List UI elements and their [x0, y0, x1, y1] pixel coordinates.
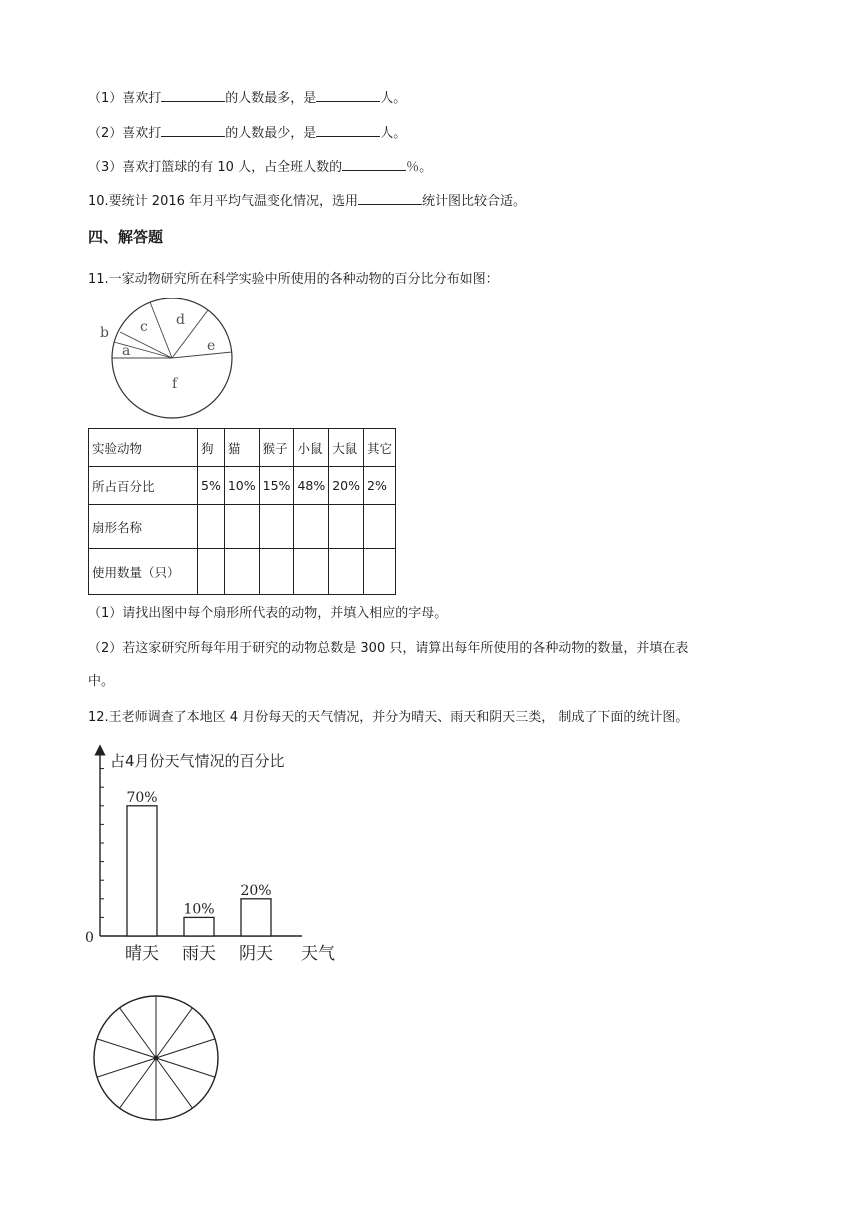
- pie-spoke: [156, 1008, 192, 1058]
- bar-value-label: 10%: [183, 901, 215, 918]
- bar-1: [127, 806, 157, 936]
- answer-cell[interactable]: [259, 505, 294, 549]
- q9-part1-suffix: 人。: [380, 91, 407, 106]
- pie-spoke: [156, 1058, 192, 1108]
- q9-part2-mid: 的人数最少，是: [225, 126, 317, 141]
- pie-spoke: [156, 1058, 215, 1077]
- category-label: 雨天: [182, 944, 216, 964]
- pie-label-a: a: [122, 343, 131, 359]
- q11-sub2-line1: （2）若这家研究所每年用于研究的动物总数是 300 只，请算出每年所使用的各种动物的数量，并填在表: [88, 641, 689, 656]
- row-header: 扇形名称: [89, 505, 198, 549]
- bar-3: [241, 899, 271, 936]
- answer-blank[interactable]: [342, 157, 406, 171]
- table-cell: 5%: [198, 467, 225, 505]
- table-cell: 48%: [294, 467, 329, 505]
- weather-bar-chart: [80, 744, 350, 970]
- answer-cell[interactable]: [198, 549, 225, 595]
- row-header: 所占百分比: [89, 467, 198, 505]
- q9-part3-suffix: ％。: [406, 160, 433, 175]
- pie-spoke: [120, 1008, 156, 1058]
- q11-pie-figure: [90, 298, 250, 422]
- pie-spoke: [120, 1058, 156, 1108]
- table-cell: 其它: [364, 429, 396, 467]
- answer-cell[interactable]: [364, 549, 396, 595]
- pie-spoke: [156, 1039, 215, 1058]
- blank-pie-circle[interactable]: [88, 990, 224, 1126]
- answer-cell[interactable]: [294, 505, 329, 549]
- q10-suffix: 统计图比较合适。: [422, 194, 527, 209]
- table-row: [89, 505, 396, 549]
- table-cell: 小鼠: [294, 429, 329, 467]
- q9-part3: [88, 157, 432, 178]
- q11-sub1: （1）请找出图中每个扇形所代表的动物，并填入相应的字母。: [88, 606, 448, 621]
- row-header: 实验动物: [89, 429, 198, 467]
- pie-label-f: f: [172, 376, 178, 392]
- table-cell: 20%: [329, 467, 364, 505]
- q9-part1-prefix: （1）喜欢打: [88, 91, 162, 106]
- q11-text: 11.一家动物研究所在科学实验中所使用的各种动物的百分比分布如图：: [88, 272, 499, 287]
- category-label: 阴天: [239, 944, 273, 964]
- table-cell: 2%: [364, 467, 396, 505]
- answer-cell[interactable]: [224, 505, 259, 549]
- table-cell: 大鼠: [329, 429, 364, 467]
- answer-cell[interactable]: [259, 549, 294, 595]
- q11-sub2-line2: 中。: [88, 674, 115, 689]
- row-header: 使用数量（只）: [89, 549, 198, 595]
- q9-part3-prefix: （3）喜欢打篮球的有 10 人，占全班人数的: [88, 160, 343, 175]
- q10-prefix: 10.要统计 2016 年月平均气温变化情况，选用: [88, 194, 359, 209]
- table-row: [89, 549, 396, 595]
- q9-part2: [88, 123, 406, 144]
- table-cell: 15%: [259, 467, 294, 505]
- q9-part2-prefix: （2）喜欢打: [88, 126, 162, 141]
- animal-table: [88, 428, 396, 595]
- answer-cell[interactable]: [294, 549, 329, 595]
- table-cell: 10%: [224, 467, 259, 505]
- answer-blank[interactable]: [358, 191, 422, 205]
- q9-part1-mid: 的人数最多，是: [225, 91, 317, 106]
- answer-blank[interactable]: [316, 123, 380, 137]
- origin-label: 0: [85, 930, 94, 946]
- q9-part2-suffix: 人。: [380, 126, 407, 141]
- q10: [88, 191, 526, 212]
- answer-blank[interactable]: [161, 88, 225, 102]
- table-cell: 猫: [224, 429, 259, 467]
- pie-label-d: d: [176, 312, 185, 328]
- answer-cell[interactable]: [224, 549, 259, 595]
- x-axis-label: 天气: [301, 944, 335, 964]
- category-label: 晴天: [125, 944, 159, 964]
- table-cell: 猴子: [259, 429, 294, 467]
- pie-spoke: [97, 1058, 156, 1077]
- chart-title: 占4月份天气情况的百分比: [110, 752, 285, 770]
- answer-cell[interactable]: [364, 505, 396, 549]
- table-row: [89, 429, 396, 467]
- answer-cell[interactable]: [198, 505, 225, 549]
- pie-label-b: b: [100, 325, 109, 341]
- pie-label-c: c: [140, 319, 148, 335]
- q12-text: 12.王老师调查了本地区 4 月份每天的天气情况，并分为晴天、雨天和阴天三类， 制成了下面的统计图。: [88, 710, 689, 725]
- table-row: [89, 467, 396, 505]
- pie-label-e: e: [207, 338, 216, 354]
- bar-value-label: 20%: [240, 882, 272, 899]
- answer-cell[interactable]: [329, 549, 364, 595]
- bar-value-label: 70%: [126, 789, 158, 806]
- section-title: 四、解答题: [88, 228, 164, 246]
- pie-spoke: [97, 1039, 156, 1058]
- q9-part1: [88, 88, 406, 109]
- answer-blank[interactable]: [161, 123, 225, 137]
- answer-cell[interactable]: [329, 505, 364, 549]
- bars: [125, 790, 273, 964]
- table-cell: 狗: [198, 429, 225, 467]
- bar-2: [184, 917, 214, 936]
- answer-blank[interactable]: [316, 88, 380, 102]
